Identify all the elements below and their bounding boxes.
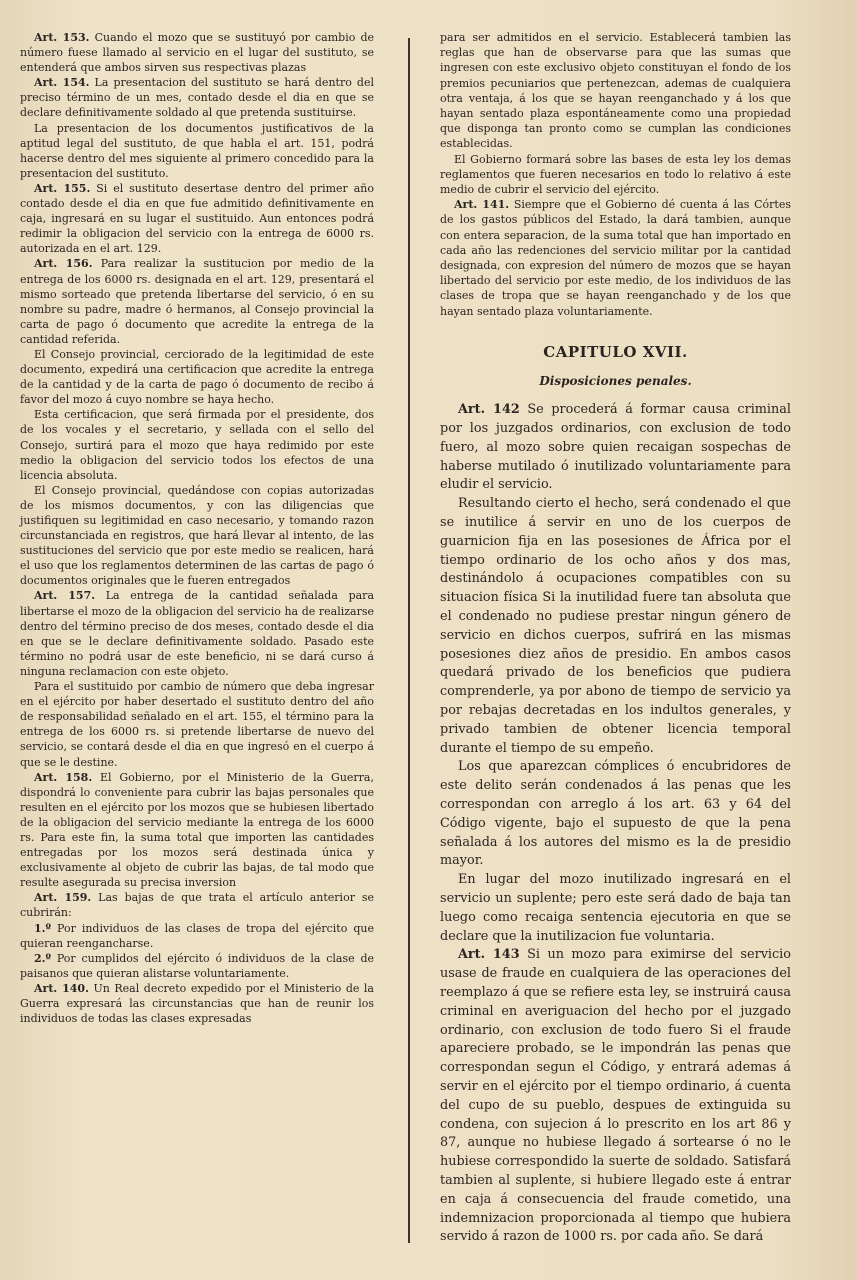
- paragraph: [20, 770, 374, 891]
- article-number: Art. 154.: [34, 76, 90, 90]
- paragraph: [440, 401, 791, 495]
- paragraph: [20, 483, 374, 589]
- paragraph: [20, 75, 374, 120]
- paragraph-text: Si un mozo para eximirse del servicio usase de fraude en cualquiera de las operaciones del reemplazo á que se refiere esta ley, se instruirá causa criminal en averiguacion del hecho por el juzgado ordinario, con exclusion de todo fuero Si el fraude apareciere probado, se le impondrán las penas que correspondan segun el Código, y entrará ademas á servir en el ejército por el tiempo ordinario, á cuenta del cupo de su pueblo, despues de extinguida su condena, con sujecion á lo prescrito en los art 86 y 87, aunque no hubiese llegado á sortearse ó no le hubiese correspondido la suerte de soldado. Satisfará tambien al suplente, si hubiere llegado este á entrar en caja á consecuencia del fraude cometido, una indemnizacion proporcionada al tiempo que hubiera servido á razon de 1000 rs. por cada año. Se dará: [440, 947, 791, 1245]
- paragraph-text: Siempre que el Gobierno dé cuenta á las Córtes de los gastos públicos del Estado, la dará tambien, aunque con entera separacion, de la suma total que han importado en cada año las redenciones del servicio militar por la cantidad designada, con expresion del número de mozos que se hayan libertado del servicio por este medio, de los individuos de las clases de tropa que se hayan reenganchado y de los que hayan sentado plaza voluntariamente.: [440, 198, 791, 318]
- article-number: Art. 142: [458, 402, 520, 418]
- paragraph: [440, 152, 791, 198]
- paragraph: [20, 951, 374, 981]
- chapter-subtitle: Disposiciones penales.: [539, 374, 692, 389]
- article-number: Art. 143: [458, 947, 520, 963]
- paragraph-text: Para realizar la sustitucion por medio de la entrega de los 6000 rs. designada en el art. 129, presentará el mismo sorteado que pretenda libertarse del servicio, ó en su nombre su padre, madre ó hermanos, al Consejo provincial la carta de pago ó documento que acredite la entrega de la cantidad referida.: [20, 257, 375, 346]
- paragraph-text: Por cumplidos del ejército ó individuos de la clase de paisanos que quieran alistarse voluntariamente.: [20, 951, 374, 980]
- paragraph: [20, 181, 374, 256]
- article-number: 2.º: [34, 951, 51, 965]
- paragraph-text: Se procederá á formar causa criminal por los juzgados ordinarios, con exclusion de todo fuero, al mozo sobre quien recaigan sospechas de haberse mutilado ó inutilizado voluntariamente para eludir el servicio.: [440, 402, 791, 493]
- paragraph-text: Resultando cierto el hecho, será condenado el que se inutilice á servir en uno de los cuerpos de guarnicion fija en las posesiones de África por el tiempo ordinario de los ocho años y dos mas, destinándolo á ocupaciones compatibles con su situacion física Si la inutilidad fuere tan absoluta que el condenado no pudiese prestar ningun género de servicio en dichos cuerpos, sufrirá en las mismas posesiones diez años de presidio. En ambos casos quedará privado de los beneficios que pudiera comprenderle, ya por abono de tiempo de servicio ya por rebajas decretadas en los indultos generales, y privado tambien de obtener licencia temporal durante el tiempo de su empeño.: [440, 496, 791, 756]
- article-number: 1.º: [34, 921, 51, 935]
- paragraph-text: Cuando el mozo que se sustituyó por cambio de número fuese llamado al servicio en el lugar del sustituto, se entenderá que ambos sirven sus respectivas plazas: [20, 31, 374, 75]
- article-number: Art. 157.: [34, 589, 96, 603]
- paragraph: [440, 758, 791, 871]
- paragraph: [20, 30, 374, 75]
- paragraph: [440, 871, 791, 946]
- column-divider: [408, 38, 410, 1243]
- paragraph-text: Por individuos de las clases de tropa del ejército que quieran reengancharse.: [20, 921, 374, 950]
- paragraph-text: Esta certificacion, que será firmada por el presidente, dos de los vocales y el secretario, y sellada con el sello del Consejo, surtirá para el mozo que haya redimido por este medio la obligacion del servicio todos los efectos de una licencia absoluta.: [20, 408, 374, 482]
- paragraph: [440, 495, 791, 758]
- paragraph-text: El Consejo provincial, quedándose con copias autorizadas de los mismos documentos, y con las diligencias que justifiquen su legitimidad en caso necesario, y tomando razon circunstanciada en registros, que hará llevar al intento, de las sustituciones del servicio que por este medio se realicen, hará el uso que los reglamentos determinen de las cartas de pago ó documentos originales que le fueren entregados: [20, 483, 374, 588]
- paragraph-text: Si el sustituto desertase dentro del primer año contado desde el dia en que fue admitido definitivamente en caja, ingresará en su lugar el sustituido. Aun entonces podrá redimir la obligacion del servicio con la entrega de 6000 rs. autorizada en el art. 129.: [20, 181, 374, 256]
- paragraph: [20, 407, 374, 482]
- paragraph-text: La presentacion de los documentos justificativos de la aptitud legal del sustituto, de que habla el art. 151, podrá hacerse dentro del mes siguiente al primero concedido para la presentacion del sustituto.: [20, 121, 374, 180]
- paragraph-text: La entrega de la cantidad señalada para libertarse el mozo de la obligacion del servicio ha de realizarse dentro del término preciso de dos meses, contado desde el dia en que se le declare definitivamente soldado. Pasado este término no podrá usar de este beneficio, ni se dará curso á ninguna reclamacion con este objeto.: [20, 589, 374, 678]
- paragraph: [440, 197, 791, 319]
- article-number: Art. 158.: [34, 770, 93, 784]
- paragraph: [20, 347, 374, 407]
- paragraph-text: Un Real decreto expedido por el Ministerio de la Guerra expresará las circunstancias que han de reunir los individuos de todas las clases expresadas: [20, 981, 374, 1026]
- article-number: Art. 153.: [34, 31, 90, 44]
- paragraph-text: El Gobierno formará sobre las bases de esta ley los demas reglamentos que fueren necesarios en todo lo relativo á este medio de cubrir el servicio del ejército.: [440, 152, 791, 197]
- paragraph-text: El Gobierno, por el Ministerio de la Guerra, dispondrá lo conveniente para cubrir las bajas personales que resulten en el ejército por los mozos que se hubiesen libertado de la obligacion del servicio mediante la entrega de los 6000 rs. Para este fin, la suma total que importen las cantidades entregadas por los mozos será destinada única y exclusivamente al objeto de cubrir las bajas, de tal modo que resulte asegurada su precisa inversion: [20, 770, 374, 890]
- article-number: Art. 155.: [34, 181, 91, 195]
- chapter-title: CAPITULO XVII.: [543, 342, 688, 361]
- article-number: Art. 141.: [454, 198, 510, 212]
- article-number: Art. 156.: [34, 257, 93, 271]
- paragraph: [440, 946, 791, 1247]
- paragraph-text: El Consejo provincial, cerciorado de la legitimidad de este documento, expedirá una certificacion que acredite la entrega de la cantidad y de la carta de pago ó documento de recibo á favor del mozo á cuyo nombre se haya hecho.: [20, 347, 374, 407]
- paragraph: [20, 981, 374, 1026]
- right-column: [440, 30, 791, 1247]
- paragraph-text: Para el sustituido por cambio de número que deba ingresar en el ejército por haber desertado el sustituto dentro del año de responsabilidad señalado en el art. 155, el término para la entrega de los 6000 rs. si pretende libertarse de nuevo del servicio, se contará desde el dia en que ingresó en el cuerpo á que se le destine.: [20, 680, 374, 769]
- paragraph-text: Las bajas de que trata el artículo anterior se cubrirán:: [20, 891, 374, 920]
- article-number: Art. 159.: [34, 891, 92, 905]
- left-column: [20, 30, 374, 1026]
- paragraph: [20, 890, 374, 920]
- paragraph: [440, 30, 791, 152]
- paragraph-text: para ser admitidos en el servicio. Establecerá tambien las reglas que han de observarse para que las sumas que ingresen con este exclusivo objeto constituyan el fondo de los premios pecuniarios que pertenezcan, ademas de cualquiera otra ventaja, á los que se hayan reenganchado y á los que hayan sentado plaza espontáneamente como una propiedad que disponga tan pronto como se cumplan las condiciones establecidas.: [440, 31, 791, 151]
- paragraph: [20, 121, 374, 181]
- paragraph-text: La presentacion del sustituto se hará dentro del preciso término de un mes, contado desde el dia en que se declare definitivamente soldado al que pretenda sustituirse.: [20, 76, 374, 120]
- paragraph: [20, 588, 374, 679]
- paragraph-text: Los que aparezcan cómplices ó encubridores de este delito serán condenados á las penas que les correspondan con arreglo á los art. 63 y 64 del Código vigente, bajo el supuesto de que la pena señalada á los autores del mismo es la de presidio mayor.: [440, 759, 791, 869]
- article-number: Art. 140.: [34, 981, 89, 995]
- paragraph: [20, 256, 374, 347]
- paragraph-text: En lugar del mozo inutilizado ingresará en el servicio un suplente; pero este será dado de baja tan luego como recaiga sentencia ejecutoria en que se declare que la inutilizacion fue voluntaria.: [440, 872, 791, 944]
- right-column-bottom: [440, 401, 791, 1247]
- paragraph: [20, 921, 374, 951]
- paragraph: [20, 679, 374, 770]
- right-column-top: [440, 30, 791, 319]
